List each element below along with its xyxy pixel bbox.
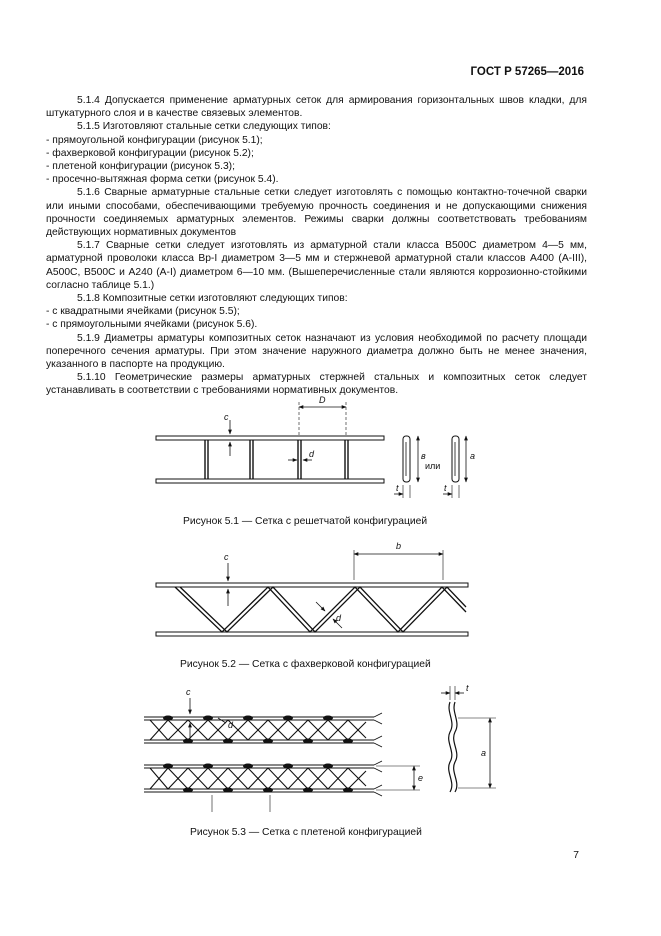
paragraph-5-1-5: 5.1.5 Изготовляют стальные сетки следующих типов: <box>77 121 331 133</box>
fig53-label-t: t <box>466 683 469 693</box>
fig52-label-c: c <box>224 552 229 562</box>
page-number: 7 <box>573 850 579 861</box>
paragraph-5-1-6: 5.1.6 Сварные арматурные стальные сетки следует изготовлять с помощью контактно-точечной сварки или иными способами, обеспечивающими требуемую прочность соединения и не допускающими снижения прочности соединяемых арматурных элементов. Режимы сварки должны соответствовать требованиям действующих нормативных документов <box>46 187 587 239</box>
figure-5-3-caption: Рисунок 5.3 — Сетка с плетеной конфигурацией <box>190 827 422 838</box>
list-item: - прямоугольной конфигурации (рисунок 5.1); <box>46 134 263 146</box>
paragraph-5-1-7: 5.1.7 Сварные сетки следует изготовлять из арматурной стали класса В500С диаметром 4—5 мм, арматурной проволоки класса Вр-I диаметром 3—5 мм и стержневой арматурной стали классов А400 (А-III), А500С, В500С и А240 (А-I) диаметром 6—10 мм. (Вышеперечисленные стали являются коррозионно-стойкими согласно таблице 5.1.) <box>46 240 587 291</box>
fig53-label-a: a <box>481 748 487 758</box>
document-header: ГОСТ Р 57265—2016 <box>470 66 584 78</box>
fig51-label-D: D <box>319 395 326 405</box>
list-item: - просечно-вытяжная форма сетки (рисунок 5.4). <box>46 174 279 186</box>
figure-5-1-caption: Рисунок 5.1 — Сетка с решетчатой конфигурацией <box>183 516 428 527</box>
paragraph-5-1-10: 5.1.10 Геометрические размеры арматурных стержней стальных и композитных сеток следует устанавливать в соответствии с требованиями нормативных документов. <box>46 372 587 397</box>
fig53-label-d: d <box>228 720 234 730</box>
fig51-label-t1: t <box>396 483 399 493</box>
fig51-label-t2: t <box>444 483 447 493</box>
fig53-label-e: e <box>418 773 424 783</box>
fig51-label-d: d <box>309 449 315 459</box>
fig52-label-b: b <box>396 541 402 551</box>
paragraph-5-1-8: 5.1.8 Композитные сетки изготовляют следующих типов: <box>77 293 348 305</box>
list-item: - плетеной конфигурации (рисунок 5.3); <box>46 161 235 173</box>
paragraph-5-1-9: 5.1.9 Диаметры арматуры композитных сеток назначают из условия необходимой по расчету площади поперечного сечения арматуры. При этом значение наружного диаметра должно быть не менее значения, указанного в паспорте на продукцию. <box>46 332 587 371</box>
fig51-label-b: в <box>421 451 426 461</box>
fig51-label-a: a <box>470 451 476 461</box>
figure-5-2-caption: Рисунок 5.2 — Сетка с фахверковой конфигурацией <box>180 659 431 670</box>
fig51-label-or: или <box>425 461 441 471</box>
list-item: - с квадратными ячейками (рисунок 5.5); <box>46 306 240 318</box>
list-item: - с прямоугольными ячейками (рисунок 5.6). <box>46 319 258 331</box>
figure-5-3-drawing <box>144 686 496 812</box>
paragraph-5-1-4: 5.1.4 Допускается применение арматурных сеток для армирования горизонтальных швов кладки, для штукатурного слоя и в качестве связевых элементов. <box>46 95 587 120</box>
fig53-label-c: c <box>186 687 191 697</box>
fig51-label-c: c <box>224 412 229 422</box>
figure-5-2-drawing <box>156 550 468 636</box>
fig52-label-d: d <box>336 613 342 623</box>
list-item: - фахверковой конфигурации (рисунок 5.2); <box>46 147 254 159</box>
